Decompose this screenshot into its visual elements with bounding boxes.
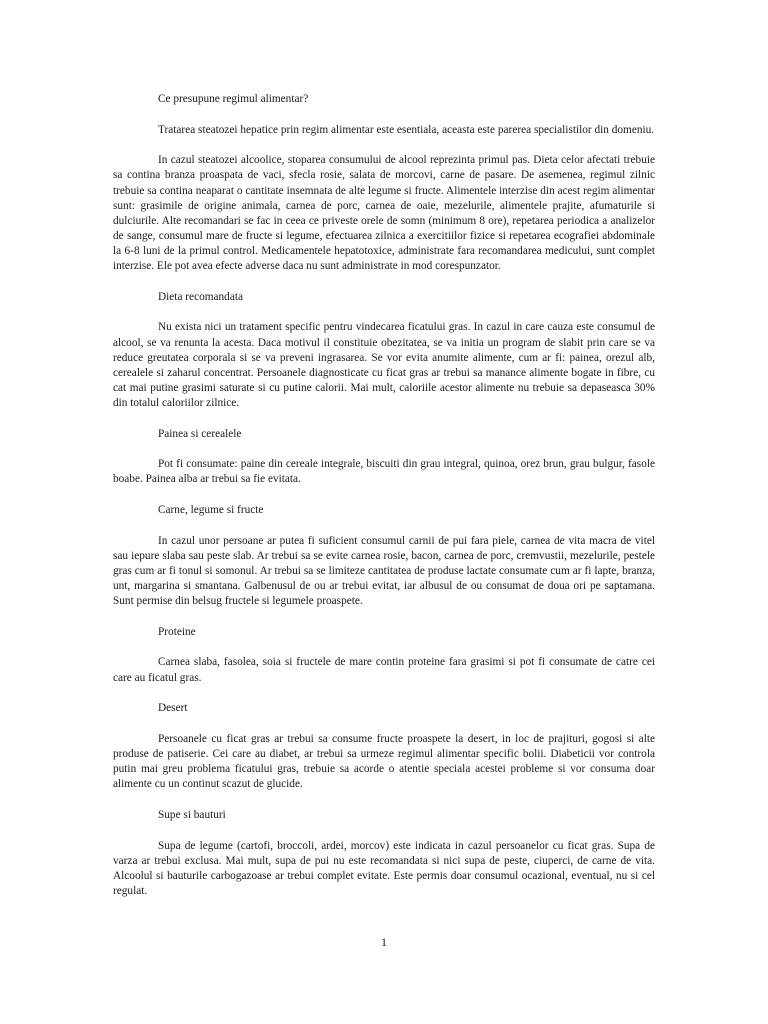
section-heading: Painea si cerealele [158, 427, 242, 440]
section-heading: Desert [158, 702, 188, 715]
section-heading: Carne, legume si fructe [158, 504, 264, 517]
paragraph: In cazul unor persoane ar putea fi suficient consumul carnii de pui fara piele, carnea de vita macra de vitel sau iepure slaba sau peste slab. Ar trebui sa se evite carnea rosie, bacon, carnea de porc, cremvustii, mezelurile, pestele gras cum ar fi tonul si somonul. Ar trebui sa se limiteze cantitatea de produse lactate consumate cum ar fi lapte, branza, unt, margarina si smantana. Galbenusul de ou ar trebui evitat, iar albusul de ou consumat de doua ori pe saptamana. Sunt permise din belsug fructele si legumele proaspete. [113, 534, 655, 608]
document-body [113, 92, 655, 915]
paragraph: Tratarea steatozei hepatice prin regim alimentar este esentiala, aceasta este parerea specialistilor din domeniu. [158, 123, 655, 136]
section-heading: Proteine [158, 625, 196, 638]
paragraph: Nu exista nici un tratament specific pentru vindecarea ficatului gras. In cazul in care cauza este consumul de alcool, se va renunta la acesta. Daca motivul il constituie obezitatea, se va initia un program de slabit prin care se va reduce greutatea corporala si se va preveni ingrasarea. Se vor evita anumite alimente, cum ar fi: painea, orezul alb, cerealele si zaharul concentrat. Persoanele diagnosticate cu ficat gras ar trebui sa manance alimente bogate in fibre, cu cat mai putine grasimi saturate si cu putine calorii. Mai mult, caloriile acestor alimente nu trebuie sa depaseasca 30% din totalul caloriilor zilnice. [113, 321, 655, 409]
paragraph: Carnea slaba, fasolea, soia si fructele de mare contin proteine fara grasimi si pot fi consumate de catre cei care au ficatul gras. [113, 656, 655, 684]
section-heading: Dieta recomandata [158, 290, 243, 303]
section-heading: Ce presupune regimul alimentar? [158, 93, 309, 105]
paragraph: Persoanele cu ficat gras ar trebui sa consume fructe proaspete la desert, in loc de prajituri, gogosi si alte produse de patiserie. Cei care au diabet, ar trebui sa urmeze regimul alimentar specific bolii. Diabeticii vor controla putin mai greu problema ficatului gras, trebuie sa acorde o atentie speciala acestei probleme si vor consuma doar alimente cu un continut scazut de glucide. [113, 732, 655, 791]
section-heading: Supe si bauturi [158, 808, 226, 821]
page-number: 1 [381, 935, 387, 949]
paragraph: Supa de legume (cartofi, broccoli, ardei, morcov) este indicata in cazul persoanelor cu ficat gras. Supa de varza ar trebui exclusa. Mai mult, supa de pui nu este recomandata si nici supa de peste, ciuperci, de carne de vita. Alcoolul si bauturile carbogazoase ar trebui complet evitate. Este permis doar consumul ocazional, eventual, nu si cel regulat. [113, 839, 655, 897]
paragraph: Pot fi consumate: paine din cereale integrale, biscuiti din grau integral, quinoa, orez brun, grau bulgur, fasole boabe. Painea alba ar trebui sa fie evitata. [113, 458, 655, 486]
paragraph: In cazul steatozei alcoolice, stoparea consumului de alcool reprezinta primul pas. Dieta celor afectati trebuie sa contina branza proaspata de vaci, sfecla rosie, salata de morcovi, carne de pasare. De asemenea, regimul zilnic trebuie sa contina neaparat o cantitate insemnata de alte legume si fructe. Alimentele interzise din acest regim alimentar sunt: grasimile de origine animala, carnea de porc, carnea de oaie, mezelurile, alimentele prajite, afumaturile si dulciurile. Alte recomandari se fac in ceea ce priveste orele de somn (minimum 8 ore), repetarea periodica a analizelor de sange, consumul mare de fructe si legume, efectuarea zilnica a exercitiilor fizice si repetarea ecografiei abdominale la 6-8 luni de la primul control. Medicamentele hepatotoxice, administrate fara recomandarea medicului, sunt complet interzise. Ele pot avea efecte adverse daca nu sunt administrate in mod corespunzator. [113, 154, 655, 273]
